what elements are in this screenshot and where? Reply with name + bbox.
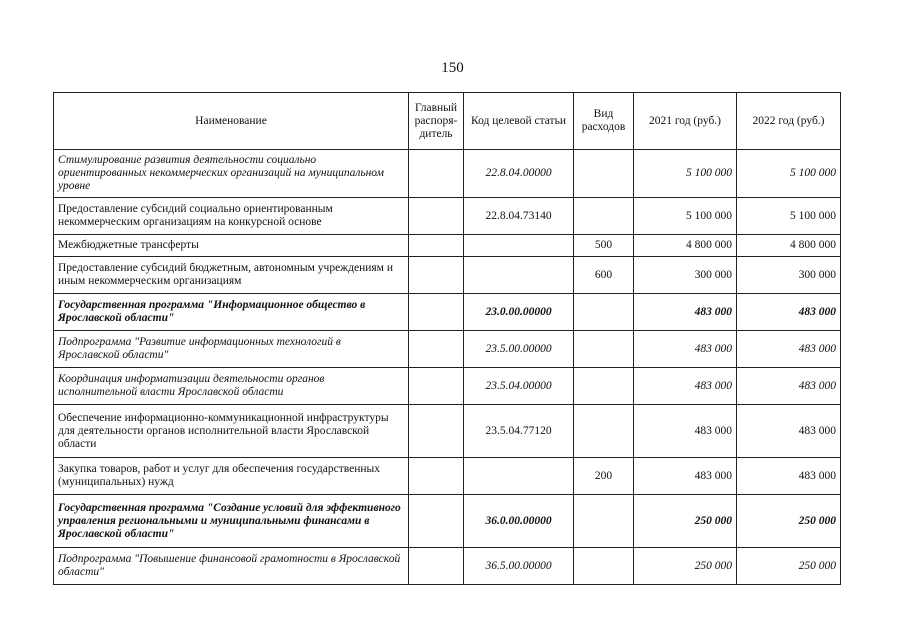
row-2022: 250 000 <box>737 495 841 548</box>
row-code: 23.5.04.00000 <box>464 368 574 405</box>
row-2021: 250 000 <box>634 495 737 548</box>
row-manager <box>409 368 464 405</box>
table-row <box>54 368 841 405</box>
row-code: 36.5.00.00000 <box>464 548 574 585</box>
row-code: 23.5.04.77120 <box>464 405 574 458</box>
table-row <box>54 495 841 548</box>
header-name: Наименование <box>54 93 409 150</box>
row-2021: 483 000 <box>634 331 737 368</box>
row-code <box>464 235 574 257</box>
row-kind: 500 <box>574 235 634 257</box>
row-code <box>464 458 574 495</box>
row-2022: 483 000 <box>737 294 841 331</box>
row-name: Обеспечение информационно-коммуникационной инфраструктуры для деятельности органов исполнительной власти Ярославской области <box>54 405 409 458</box>
row-name: Стимулирование развития деятельности социально ориентированных некоммерческих организаций на муниципальном уровне <box>54 150 409 198</box>
row-2021: 300 000 <box>634 257 737 294</box>
row-2021: 483 000 <box>634 368 737 405</box>
row-kind <box>574 548 634 585</box>
row-code: 22.8.04.73140 <box>464 198 574 235</box>
row-code: 22.8.04.00000 <box>464 150 574 198</box>
row-2021: 483 000 <box>634 458 737 495</box>
row-manager <box>409 235 464 257</box>
row-kind: 200 <box>574 458 634 495</box>
row-code: 23.5.00.00000 <box>464 331 574 368</box>
header-kind: Вид расходов <box>574 93 634 150</box>
header-manager: Главный распоря-дитель <box>409 93 464 150</box>
row-manager <box>409 548 464 585</box>
row-kind <box>574 331 634 368</box>
budget-table <box>53 92 841 585</box>
row-2021: 483 000 <box>634 294 737 331</box>
row-2022: 4 800 000 <box>737 235 841 257</box>
row-manager <box>409 198 464 235</box>
row-manager <box>409 331 464 368</box>
row-2022: 250 000 <box>737 548 841 585</box>
row-2022: 483 000 <box>737 368 841 405</box>
row-2022: 300 000 <box>737 257 841 294</box>
row-2021: 4 800 000 <box>634 235 737 257</box>
row-kind <box>574 294 634 331</box>
table-row <box>54 331 841 368</box>
row-2021: 5 100 000 <box>634 198 737 235</box>
row-2021: 483 000 <box>634 405 737 458</box>
row-name: Предоставление субсидий социально ориентированным некоммерческим организациям на конкурсной основе <box>54 198 409 235</box>
row-kind <box>574 495 634 548</box>
row-code: 23.0.00.00000 <box>464 294 574 331</box>
row-2022: 5 100 000 <box>737 150 841 198</box>
row-name: Координация информатизации деятельности органов исполнительной власти Ярославской области <box>54 368 409 405</box>
row-name: Государственная программа "Информационное общество в Ярославской области" <box>54 294 409 331</box>
row-kind: 600 <box>574 257 634 294</box>
row-manager <box>409 294 464 331</box>
header-2021: 2021 год (руб.) <box>634 93 737 150</box>
row-2021: 5 100 000 <box>634 150 737 198</box>
table-header-row <box>54 93 841 150</box>
row-2022: 5 100 000 <box>737 198 841 235</box>
row-name: Предоставление субсидий бюджетным, автономным учреждениям и иным некоммерческим организациям <box>54 257 409 294</box>
table-row <box>54 458 841 495</box>
row-kind <box>574 405 634 458</box>
row-2022: 483 000 <box>737 331 841 368</box>
table-row <box>54 405 841 458</box>
row-manager <box>409 458 464 495</box>
table-row <box>54 235 841 257</box>
header-code: Код целевой статьи <box>464 93 574 150</box>
row-2022: 483 000 <box>737 458 841 495</box>
row-name: Подпрограмма "Повышение финансовой грамотности в Ярославской области" <box>54 548 409 585</box>
row-manager <box>409 150 464 198</box>
row-manager <box>409 495 464 548</box>
row-manager <box>409 405 464 458</box>
row-manager <box>409 257 464 294</box>
row-2022: 483 000 <box>737 405 841 458</box>
row-name: Подпрограмма "Развитие информационных технологий в Ярославской области" <box>54 331 409 368</box>
row-kind <box>574 368 634 405</box>
row-code <box>464 257 574 294</box>
table-row <box>54 198 841 235</box>
row-name: Межбюджетные трансферты <box>54 235 409 257</box>
row-name: Государственная программа "Создание условий для эффективного управления региональными и муниципальными финансами в Ярославской области" <box>54 495 409 548</box>
table-row <box>54 257 841 294</box>
table-row <box>54 294 841 331</box>
page-number: 150 <box>441 60 464 76</box>
table-row <box>54 548 841 585</box>
row-code: 36.0.00.00000 <box>464 495 574 548</box>
header-2022: 2022 год (руб.) <box>737 93 841 150</box>
row-kind <box>574 150 634 198</box>
row-2021: 250 000 <box>634 548 737 585</box>
row-kind <box>574 198 634 235</box>
row-name: Закупка товаров, работ и услуг для обеспечения государственных (муниципальных) нужд <box>54 458 409 495</box>
table-row <box>54 150 841 198</box>
